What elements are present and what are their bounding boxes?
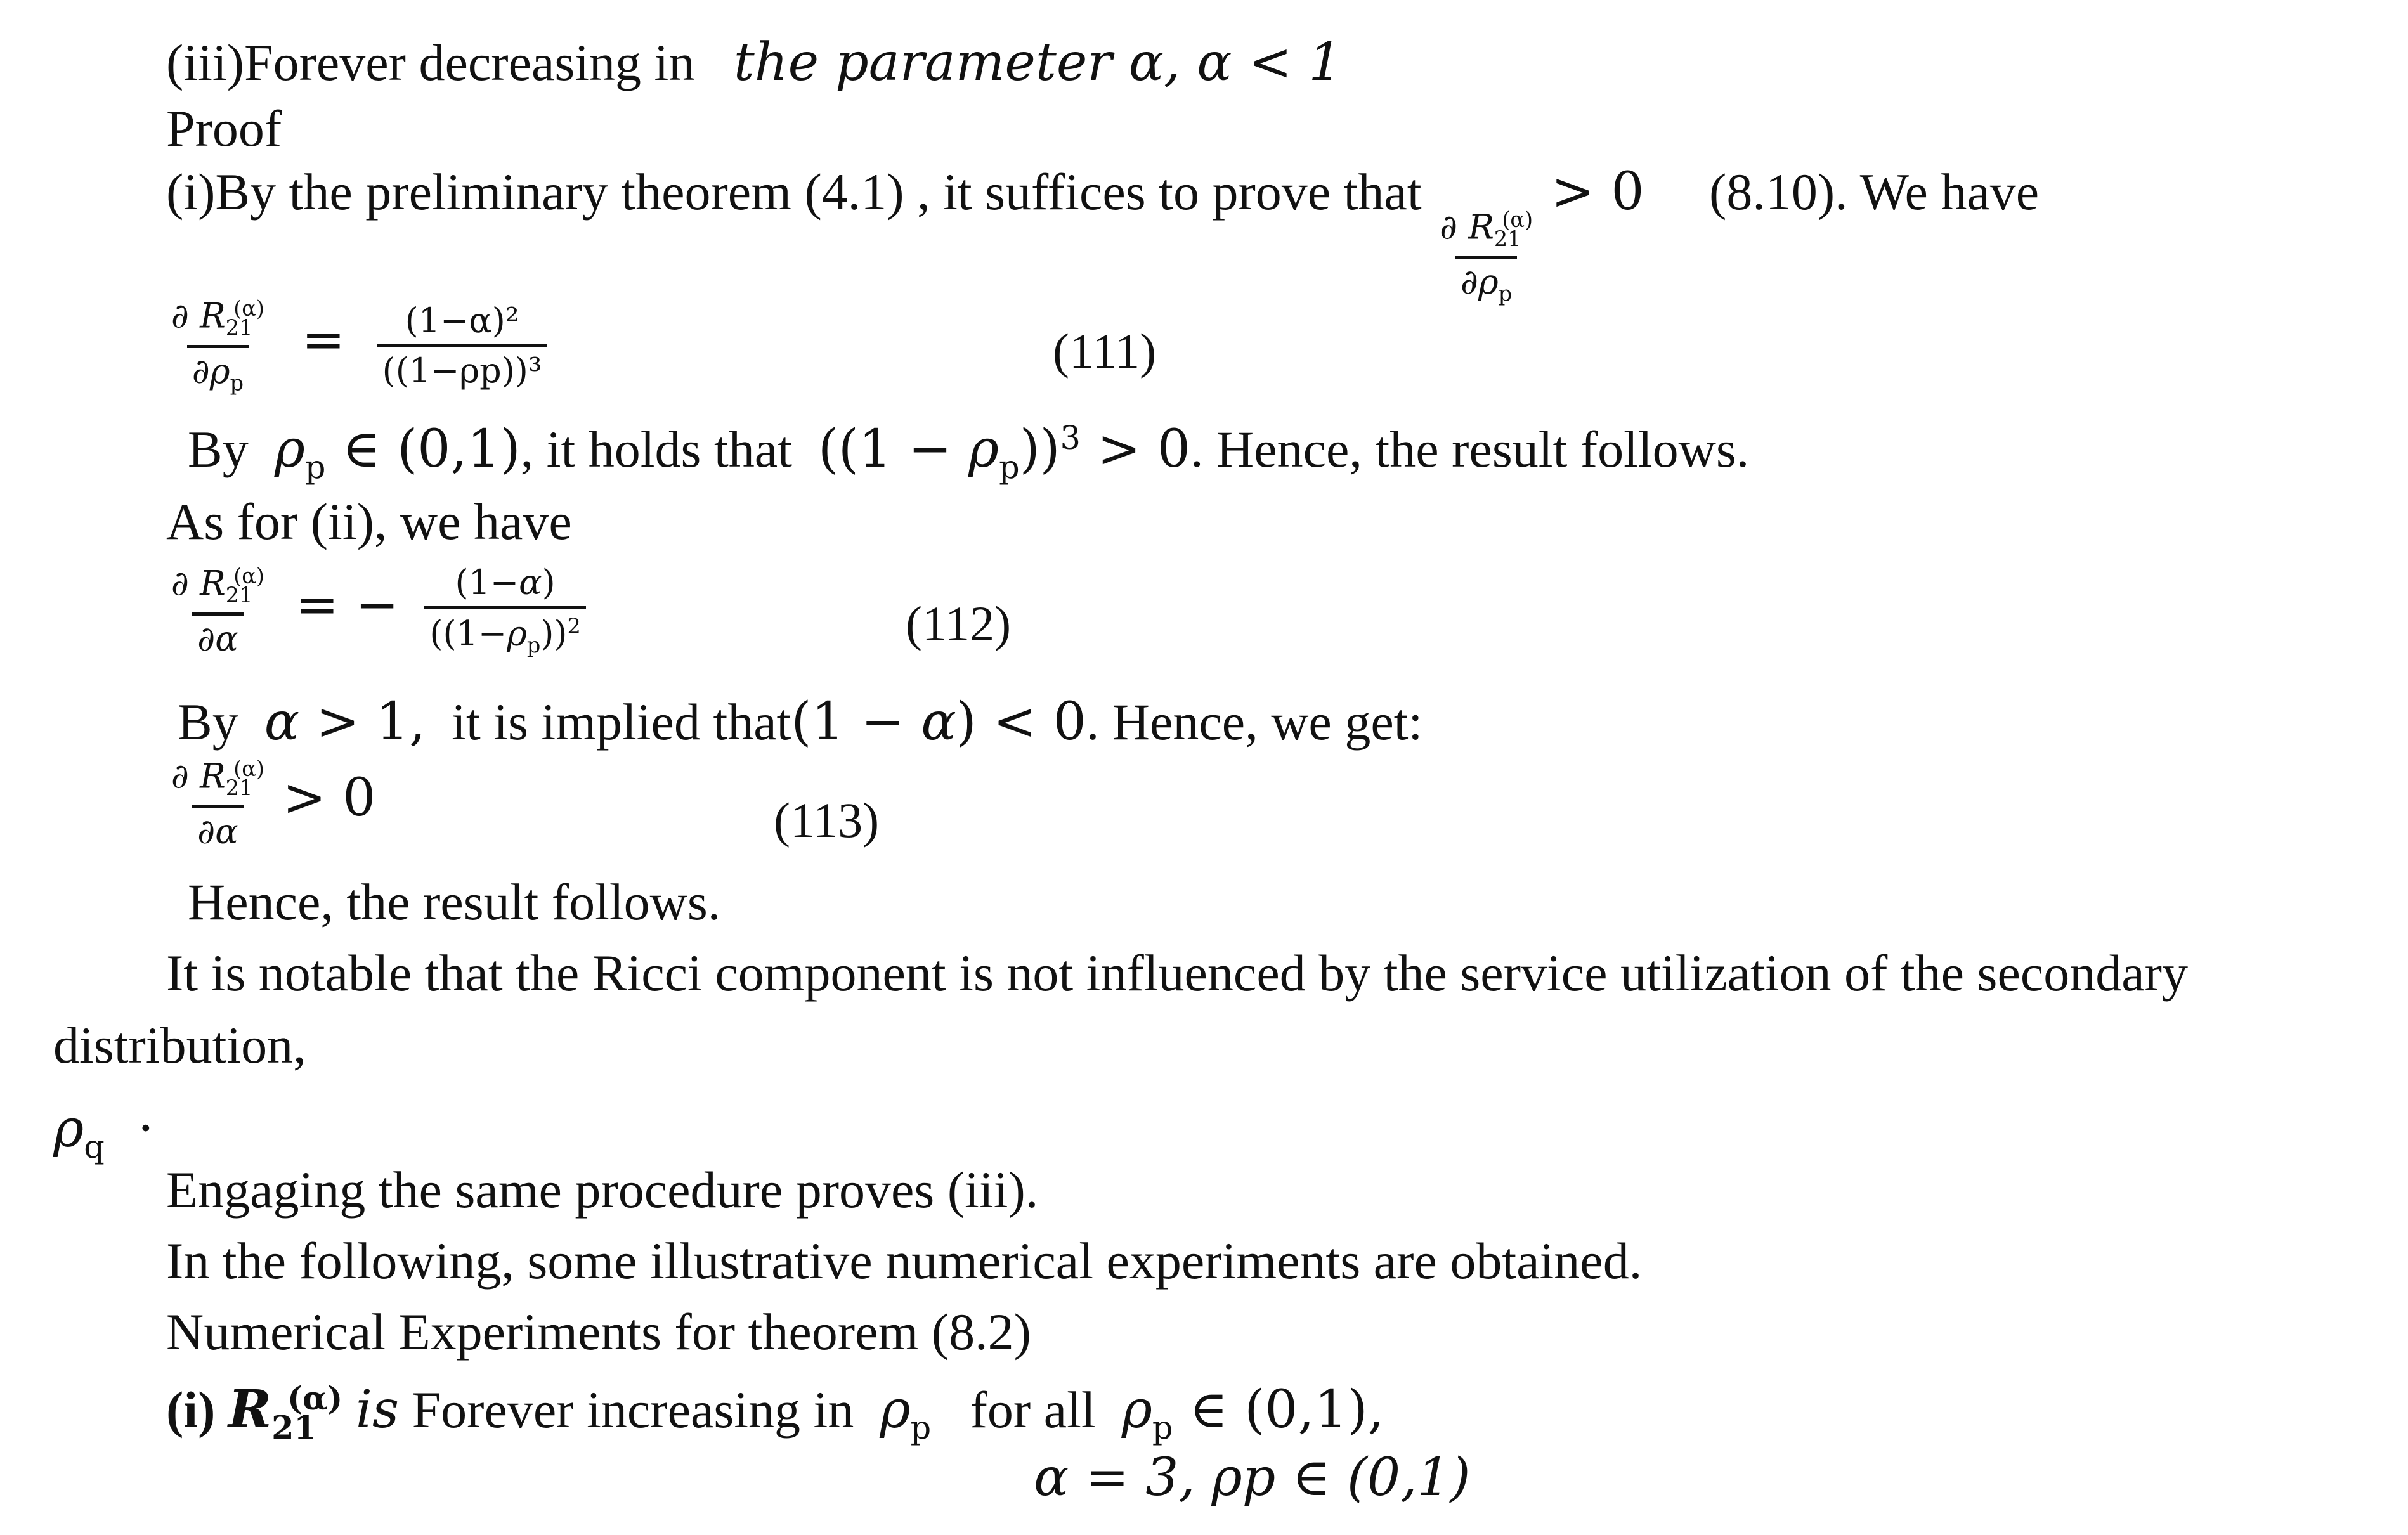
as-for-ii: As for (ii), we have	[166, 493, 572, 550]
statement-text: (iii)Forever decreasing in	[166, 34, 695, 91]
rho-range: $\rho_p$ ∈ (0,1)	[274, 418, 521, 486]
following-experiments: In the following, some illustrative numerical experiments are obtained.	[166, 1232, 1643, 1290]
line-by-alpha	[178, 692, 1423, 752]
derivative-rho-fraction: $\frac{\partial R_{21}^{(\alpha)}}{\partial\rho_p}$	[1440, 207, 1533, 306]
by-alpha-text: By	[178, 693, 238, 751]
ricci-remark: It is notable that the Ricci component is not influenced by the service utilization of the secondary	[166, 944, 2188, 1002]
rho-q-symbol: $\rho_q$ ·	[53, 1099, 154, 1165]
equation-111: $\frac{\partial R_{21}^{(\alpha)}}{\partial\rho_p}$ = $\frac{\text{(1−α)²}}{\text{((1−ρp))³}}$	[166, 298, 547, 394]
equation-112: $\frac{\partial R_{21}^{(\alpha)}}{\partial\alpha}$ = − $\frac{(1-\alpha)}{((1-\rho_p))^2}$	[166, 566, 586, 656]
lhs-alpha-fraction-2: $\frac{\partial R_{21}^{(\alpha)}}{\partial\alpha}$	[171, 756, 264, 852]
rho-p-symbol: $\rho_p$	[880, 1379, 932, 1446]
proof-i-text: (i)By the preliminary theorem (4.1) , it suffices to prove that	[166, 163, 1422, 221]
line-i-proof: (i)By the preliminary theorem (4.1) , it suffices to prove that $\frac{\partial R_{21}^{(\alpha)}}{\partial\rho_p}$ > 0 (8.10). We have	[166, 162, 2040, 306]
proof-heading: Proof	[166, 100, 282, 157]
alpha-condition: α > 1,	[264, 692, 426, 752]
implied-text: it is implied that	[452, 693, 791, 751]
numerical-experiments-heading: Numerical Experiments for theorem (8.2)	[166, 1303, 1031, 1361]
alpha-expression: (1 − α) < 0	[791, 692, 1086, 752]
rhs-fraction	[377, 300, 547, 391]
equation-number-112: (112)	[906, 596, 1012, 651]
result-follows-text: . Hence, the result follows.	[1190, 420, 1750, 478]
line-iii-statement	[166, 32, 1342, 93]
lhs-fraction: $\frac{\partial R_{21}^{(\alpha)}}{\partial\rho_p}$	[171, 295, 264, 396]
lhs-alpha-fraction: $\frac{\partial R_{21}^{(\alpha)}}{\partial\alpha}$	[171, 563, 264, 659]
experiment-parameters: α = 3, ρp ∈ (0,1)	[1034, 1448, 1471, 1508]
hence-we-get: . Hence, we get:	[1086, 693, 1423, 751]
rhs-numerator: (1−α)²	[405, 300, 519, 340]
hence-result-follows: Hence, the result follows.	[188, 873, 721, 931]
rhs-alpha-fraction: $\frac{(1-\alpha)}{((1-\rho_p))^2}$	[424, 566, 585, 656]
equation-113: $\frac{\partial R_{21}^{(\alpha)}}{\partial\alpha}$ > 0	[166, 758, 375, 849]
by-text: By	[188, 420, 249, 478]
proof-i-ref: (8.10). We have	[1709, 163, 2040, 221]
for-all-text: for all	[970, 1380, 1096, 1439]
experiment-i-label: (i)	[166, 1380, 216, 1439]
rhs-denominator: ((1−ρp))³	[377, 344, 547, 388]
equation-number-113: (113)	[774, 793, 880, 848]
holds-text: , it holds that	[520, 420, 792, 478]
experiment-i-line	[166, 1378, 1384, 1446]
is-word: is	[355, 1379, 400, 1440]
equation-number-111: (111)	[1053, 323, 1157, 379]
cube-expression: $((1 - \rho_p))^3 > 0$	[817, 418, 1191, 486]
engaging-procedure: Engaging the same procedure proves (iii).	[166, 1161, 1039, 1219]
statement-math: the parameter α, α < 1	[733, 32, 1342, 93]
rho-range-2: $\rho_p$ ∈ (0,1),	[1121, 1379, 1384, 1446]
distribution-word: distribution,	[53, 1016, 306, 1074]
line-by-rho	[188, 418, 1750, 486]
r21-symbol: $R_{21}^{(\alpha)}$	[228, 1378, 343, 1446]
forever-increasing-text: Forever increasing in	[412, 1380, 854, 1439]
